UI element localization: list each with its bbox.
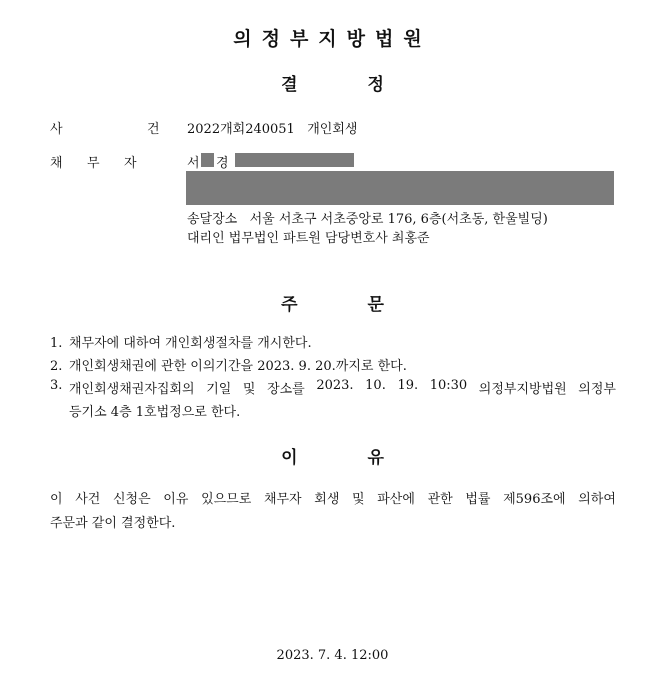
debtor-label: 채 무 자 — [50, 156, 137, 171]
case-number: 2022개회240051 개인회생 — [187, 122, 358, 137]
order-item-1: 1. 채무자에 대하여 개인회생절차를 개시한다. — [50, 336, 312, 351]
decision-date: 2023. 7. 4. 12:00 — [276, 648, 389, 663]
court-name: 의정부지방법원 — [233, 28, 432, 50]
redaction-address — [186, 171, 614, 205]
case-label: 사 건 — [50, 122, 160, 137]
debtor-name-end: 경 — [216, 156, 229, 171]
debtor-name-start: 서 — [187, 156, 200, 171]
reason-line-2: 주문과 같이 결정한다. — [50, 516, 176, 531]
order-item-3-continued: 등기소 4층 1호법정으로 한다. — [69, 405, 241, 420]
order-item-2: 2. 개인회생채권에 관한 이의기간을 2023. 9. 20.까지로 한다. — [50, 359, 407, 374]
reason-line-1: 이 사건 신청은 이유 있으므로 채무자 회생 및 파산에 관한 법률 제596조에 의하여 — [50, 492, 616, 507]
service-address: 송달장소 서울 서초구 서초중앙로 176, 6층(서초동, 한울빌딩) — [187, 212, 548, 227]
redaction-id — [235, 153, 354, 167]
redaction-name — [201, 153, 214, 167]
order-item-3: 3. 개인회생채권자집회의 기일 및 장소를 2023. 10. 19. 10:30 의정부지방법원 의정부 — [50, 378, 616, 397]
document-title: 결 정 — [281, 75, 384, 95]
reason-heading: 이 유 — [281, 448, 384, 468]
legal-agent: 대리인 법무법인 파트원 담당변호사 최홍준 — [187, 231, 430, 246]
order-heading: 주 문 — [281, 295, 384, 315]
